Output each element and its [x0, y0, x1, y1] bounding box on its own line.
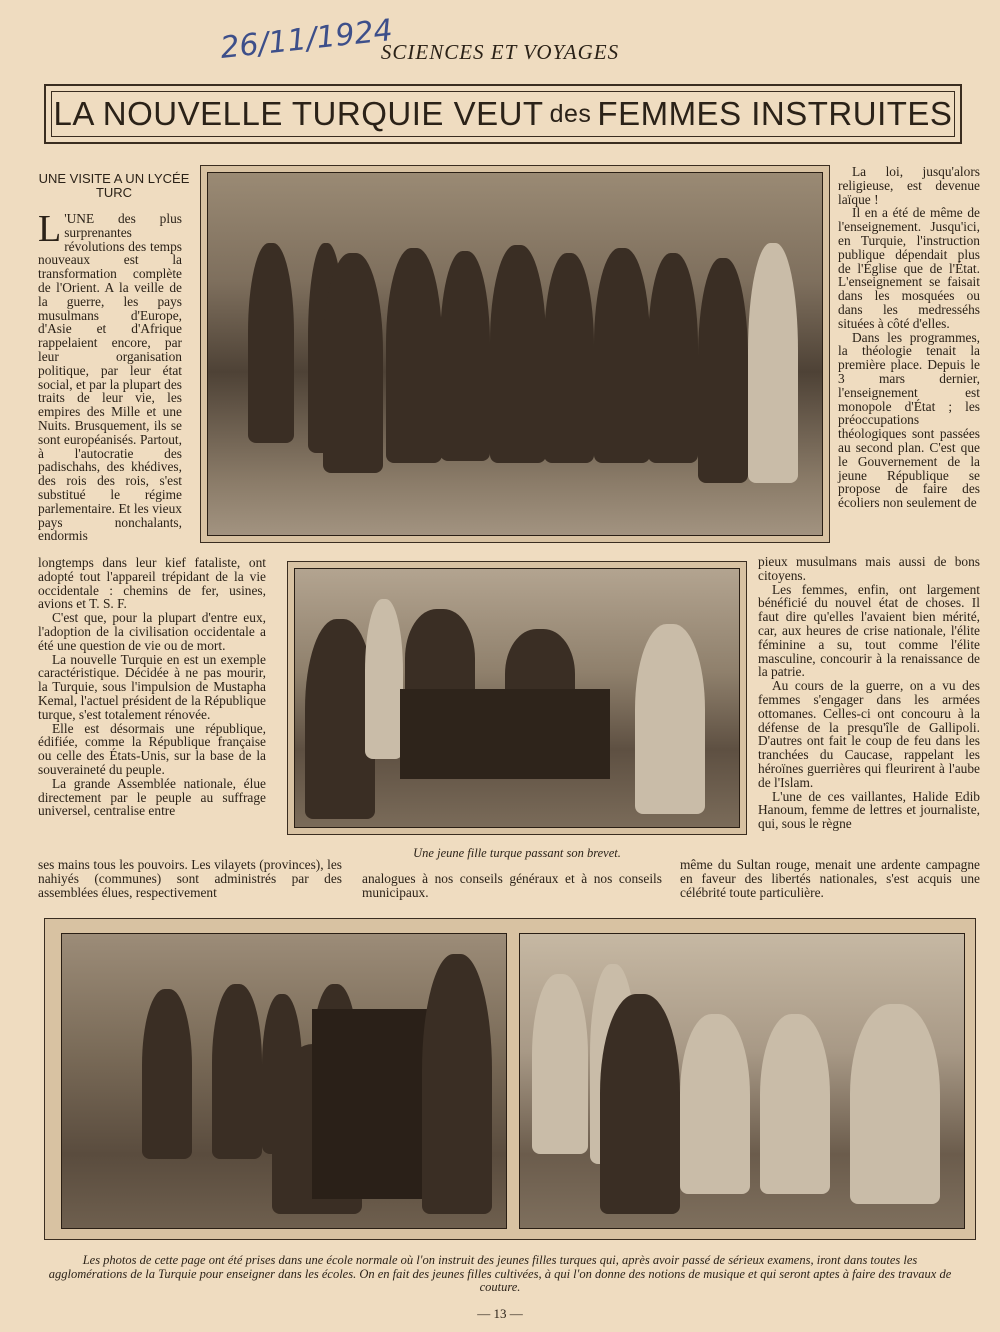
photo-sewing-class [519, 933, 965, 1229]
photo-exam-image [294, 568, 740, 828]
left-paragraph-1: 'UNE des plus surprenantes révolutions des temps nouveaux est la transformation complète de l'Orient. A la veille de la guerre, les pays musulmans d'Europe, d'Asie et d'Afrique rappelaient encore, par leur organisation politique, par leur état social, et par la plupart des traits de leur vie, les empires des Mille et une Nuits. Brusquement, ils se sont européanisés. Partout, à l'autocratie des padischahs, des khédives, des rois des rois, s'est substitué le régime parlementaire. Et les vieux pays nonchalants, endormis [38, 211, 182, 544]
left-paragraph-4: Elle est désormais une république, édifiée, comme la République française ou celle des États-Unis, sur la base de la souveraineté du peuple. [38, 720, 266, 777]
photo-group-portrait [200, 165, 830, 543]
right-column-wide [758, 555, 980, 831]
right-paragraph-6: L'une de ces vaillantes, Halide Edib Hanoum, femme de lettres et journaliste, qui, sous le règne [758, 788, 980, 832]
left-paragraph-5: La grande Assemblée nationale, élue directement par le peuple au suffrage universel, centralise entre [38, 775, 266, 819]
right-paragraph-1: La loi, jusqu'alors religieuse, est devenue laïque ! [838, 164, 980, 207]
photo-group-portrait-image [207, 172, 823, 536]
left-paragraph-1-cont: longtemps dans leur kief fataliste, ont adopté tout l'appareil trépidant de la vie occidentale : chemins de fer, usines, avions et T. S. F. [38, 555, 266, 612]
left-paragraph-3: La nouvelle Turquie en est un exemple caractéristique. Décidée à ne pas mourir, la Turquie, sous l'impulsion de Mustapha Kemal, l'actuel président de la République turque, s'est totalement rénovée. [38, 651, 266, 722]
handwritten-date: 26/11/1924 [218, 13, 395, 66]
photo-panel-bottom [44, 918, 976, 1240]
bottom-right-text [680, 858, 980, 899]
left-column [38, 208, 182, 544]
right-paragraph-3-cont: pieux musulmans mais aussi de bons citoyens. [758, 554, 980, 583]
title-part-1: LA NOUVELLE TURQUIE VEUT [53, 95, 544, 132]
photo-exam-caption: Une jeune fille turque passant son brevet. [413, 846, 621, 860]
right-paragraph-3: Dans les programmes, la théologie tenait la première place. Depuis le 3 mars dernier, l'enseignement est monopole d'État ; les préoccupations théologiques sont passées au second plan. C'est que le Gouvernement de la jeune République se propose de faire des écoliers non seulement de [838, 329, 980, 511]
bottom-middle-text [362, 872, 662, 900]
bottom-left-paragraph: ses mains tous les pouvoirs. Les vilayets (provinces), les nahiyés (communes) sont administrés par des assemblées élues, respectivement [38, 857, 342, 900]
article-title-frame [44, 84, 962, 144]
right-paragraph-5: Au cours de la guerre, on a vu des femmes s'engager dans les armées ottomanes. Celles-ci ont concouru à la défense de la presqu'île de Gallipoli. D'autres ont fait le coup de feu dans les tranchées du Caucase, rappelant les héroïnes guerrières qui fleurirent à l'aube de l'Islam. [758, 678, 980, 790]
left-paragraph-2: C'est que, pour la plupart d'entre eux, l'adoption de la civilisation occidentale a été une question de vie ou de mort. [38, 610, 266, 653]
photo-exam [287, 561, 747, 835]
running-head: SCIENCES ET VOYAGES [380, 40, 620, 64]
right-column [838, 165, 980, 510]
title-part-3: FEMMES INSTRUITES [597, 95, 953, 132]
left-column-wide [38, 556, 266, 818]
page-number: — 13 — [477, 1306, 523, 1321]
photo-piano-lesson [61, 933, 507, 1229]
right-paragraph-2: Il en a été de même de l'enseignement. Jusqu'ici, en Turquie, l'instruction publique dépendait plus de l'Église que de l'État. L'enseignement se faisait dans les mosquées ou dans les medresséhs situées à côté d'elles. [838, 205, 980, 331]
title-part-2: des [549, 99, 592, 128]
article-title [51, 91, 955, 137]
bottom-left-text [38, 858, 342, 899]
bottom-middle-paragraph: analogues à nos conseils généraux et à nos conseils municipaux. [362, 871, 662, 900]
right-paragraph-4: Les femmes, enfin, ont largement bénéficié du nouvel état de choses. Il faut dire qu'elles l'avaient bien mérité, car, aux heures de crise nationale, l'élite féminine a su, tout comme l'élite masculine, concourir à la renaissance de la patrie. [758, 581, 980, 680]
photos-caption: Les photos de cette page ont été prises dans une école normale où l'on instruit des jeunes filles turques qui, après avoir passé de sérieux examens, iront dans toutes les agglomérations de la Turquie pour enseigner dans les écoles. On en fait des jeunes filles cultivées, à qui l'on donne des notions de musique et qui seront aptes à faire des travaux de couture. [48, 1253, 952, 1294]
drop-cap: L [38, 208, 62, 250]
subheading: UNE VISITE A UN LYCÉE TURC [38, 171, 190, 200]
bottom-right-paragraph: même du Sultan rouge, menait une ardente campagne en faveur des libertés nationales, s'est acquis une célébrité toute particulière. [680, 857, 980, 900]
